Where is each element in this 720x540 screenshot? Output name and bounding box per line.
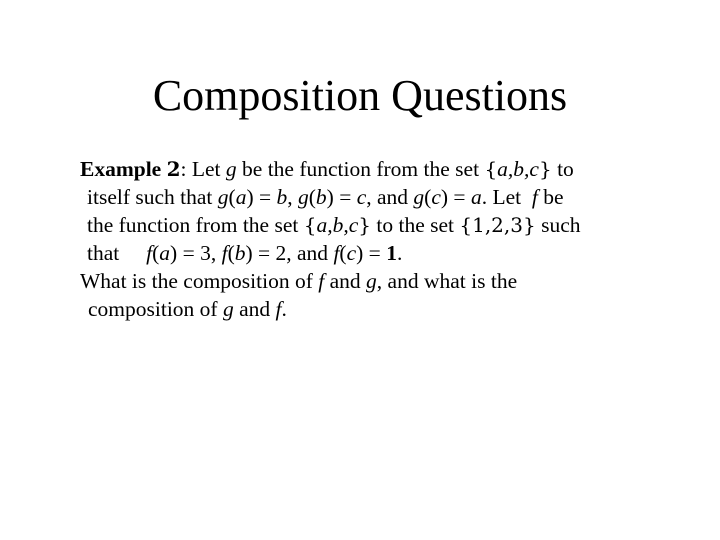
text-segment: a [235, 185, 247, 209]
text-segment: be the function from the set [236, 157, 485, 181]
text-segment: be [537, 185, 564, 209]
body-line-5 [80, 267, 680, 295]
text-segment: ( [227, 241, 235, 265]
text-segment: f [221, 241, 228, 265]
body-line-6 [80, 295, 680, 323]
text-segment: ) = [326, 185, 357, 209]
text-segment: , and [366, 185, 414, 209]
text-segment: itself such that [87, 185, 218, 209]
slide-title: Composition Questions [152, 71, 568, 120]
text-segment: ) = 2, and [245, 241, 334, 265]
text-segment: the function from the set [87, 213, 304, 237]
text-segment: a [159, 241, 171, 265]
text-segment: g [217, 185, 229, 209]
text-segment: ( [152, 241, 160, 265]
text-segment: ( [424, 185, 432, 209]
text-segment: ( [339, 241, 347, 265]
text-segment: ) = 3, [170, 241, 222, 265]
text-segment: g [413, 185, 425, 209]
text-segment: g [297, 185, 309, 209]
text-segment: f [531, 185, 538, 209]
text-segment: 1 [386, 241, 397, 265]
text-segment: b [276, 185, 288, 209]
body-line-3 [80, 211, 680, 239]
text-segment: {1,2,3} [459, 213, 536, 237]
text-segment: f [275, 297, 282, 321]
text-segment: a,b,c [497, 157, 539, 181]
text-segment: b [234, 241, 246, 265]
text-segment: f [333, 241, 340, 265]
text-segment: g [366, 269, 377, 293]
text-segment: } [538, 157, 552, 181]
text-segment: composition of [88, 297, 223, 321]
text-segment: c [431, 185, 441, 209]
text-segment: b [315, 185, 327, 209]
text-segment: and [233, 297, 276, 321]
text-segment: g [225, 157, 237, 181]
text-segment: , [287, 185, 298, 209]
body-line-4 [80, 239, 680, 267]
text-segment: that [87, 241, 147, 265]
text-segment: to the set [371, 213, 460, 237]
text-segment: , and what is the [376, 269, 518, 293]
text-segment: c [346, 241, 357, 265]
text-segment: ) = [440, 185, 471, 209]
text-segment: ( [228, 185, 236, 209]
text-segment: ) = [246, 185, 277, 209]
text-segment: { [484, 157, 498, 181]
text-segment: to [551, 157, 574, 181]
text-segment: c [356, 185, 367, 209]
text-segment: . Let [481, 185, 532, 209]
text-segment: a,b,c [316, 213, 359, 237]
text-segment: f [146, 241, 153, 265]
text-segment: What is the composition of [80, 269, 319, 293]
text-segment: Example [80, 157, 167, 181]
text-segment: ( [308, 185, 316, 209]
text-segment: . [396, 241, 403, 265]
text-segment: 2 [166, 157, 181, 181]
text-segment: f [318, 269, 325, 293]
text-segment: : Let [180, 157, 226, 181]
body-line-2 [80, 183, 680, 211]
text-segment: g [222, 297, 234, 321]
text-segment: { [303, 213, 317, 237]
body-line-1 [80, 155, 680, 183]
text-segment: . [281, 297, 287, 321]
text-segment: } [358, 213, 371, 237]
text-segment: ) = [356, 241, 387, 265]
slide-body [80, 155, 680, 323]
text-segment: and [324, 269, 367, 293]
text-segment: such [535, 213, 581, 237]
text-segment: a [470, 185, 482, 209]
